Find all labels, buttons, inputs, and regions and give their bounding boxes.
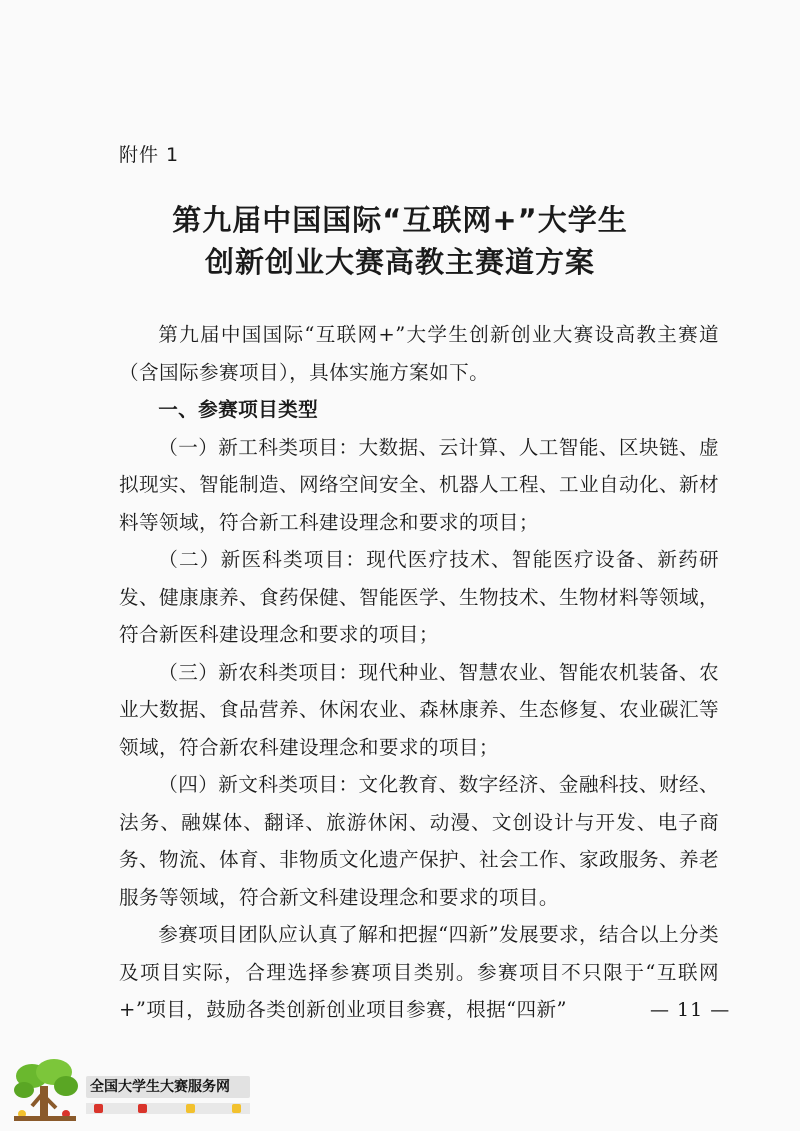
watermark-site-name: 全国大学生大赛服务网 [86, 1076, 250, 1098]
document-body [119, 316, 719, 1029]
category-item: （二）新医科类项目：现代医疗技术、智能医疗设备、新药研发、健康康养、食药保健、智能医学、生物技术、生物材料等领域，符合新医科建设理念和要求的项目； [119, 548, 719, 646]
document-title-line1: 第九届中国国际“互联网+”大学生 [172, 203, 628, 237]
attachment-label: 附件 1 [119, 144, 180, 166]
page-number: — 11 — [650, 999, 731, 1021]
watermark-dot [138, 1104, 147, 1113]
category-item: （三）新农科类项目：现代种业、智慧农业、智能农机装备、农业大数据、食品营养、休闲农业、森林康养、生态修复、农业碳汇等领域，符合新农科建设理念和要求的项目； [119, 660, 719, 759]
intro-paragraph: 第九届中国国际“互联网+”大学生创新创业大赛设高教主赛道（含国际参赛项目），具体实施方案如下。 [119, 323, 719, 384]
document-title-line2: 创新创业大赛高教主赛道方案 [204, 245, 595, 279]
category-item: （一）新工科类项目：大数据、云计算、人工智能、区块链、虚拟现实、智能制造、网络空间安全、机器人工程、工业自动化、新材料等领域，符合新工科建设理念和要求的项目； [119, 435, 719, 534]
watermark-bar [86, 1103, 250, 1114]
watermark-dot [94, 1104, 103, 1113]
section-heading: 一、参赛项目类型 [158, 398, 319, 421]
watermark-dot [186, 1104, 195, 1113]
watermark-dot [232, 1104, 241, 1113]
category-item: （四）新文科类项目：文化教育、数字经济、金融科技、财经、法务、融媒体、翻译、旅游休闲、动漫、文创设计与开发、电子商务、物流、体育、非物质文化遗产保护、社会工作、家政服务、养老服务等领域，符合新文科建设理念和要求的项目。 [119, 773, 719, 909]
closing-paragraph: 参赛项目团队应认真了解和把握“四新”发展要求，结合以上分类及项目实际，合理选择参赛项目类别。参赛项目不只限于“互联网+”项目，鼓励各类创新创业项目参赛，根据“四新” [119, 923, 719, 1021]
